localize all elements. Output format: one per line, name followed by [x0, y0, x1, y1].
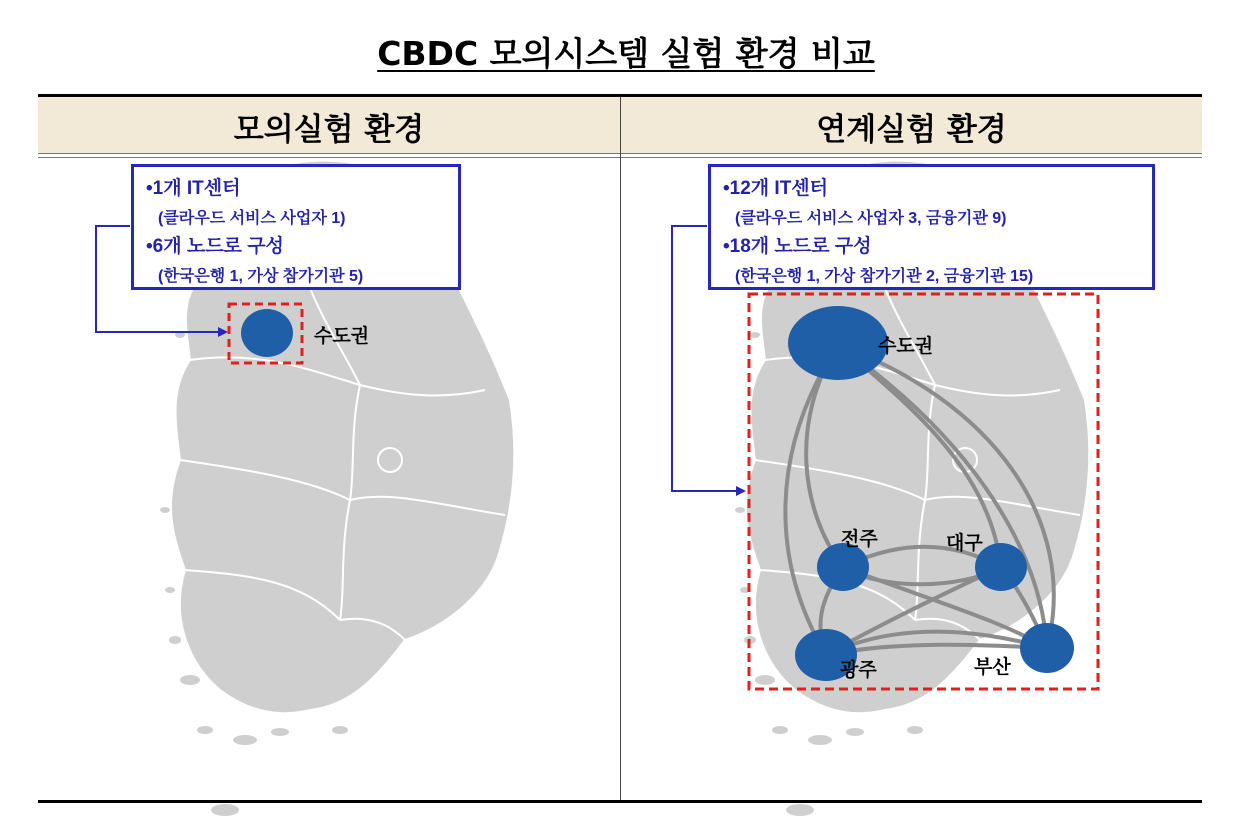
- region-capital-label: 수도권: [878, 335, 934, 357]
- right-column-header: 연계실험 환경: [816, 112, 1007, 148]
- left-box-line-4: (한국은행 1, 가상 참가기관 5): [158, 268, 364, 285]
- region-gwangju-label: 광주: [840, 659, 877, 681]
- right-box-line-1: •12개 IT센터: [723, 178, 829, 199]
- node-capital: [788, 306, 888, 380]
- region-daegu-label: 대구: [946, 532, 983, 554]
- left-node-capital: [241, 309, 293, 357]
- right-connector-arrowhead: [736, 486, 746, 496]
- left-box-line-2: (클라우드 서비스 사업자 1): [158, 210, 346, 227]
- region-busan-label: 부산: [974, 656, 1011, 678]
- left-region-capital: 수도권: [314, 325, 370, 347]
- right-box-line-2: (클라우드 서비스 사업자 3, 금융기관 9): [735, 210, 1007, 227]
- left-info-box: [131, 164, 461, 290]
- left-box-line-3: •6개 노드로 구성: [146, 236, 284, 257]
- right-box-line-3: •18개 노드로 구성: [723, 236, 872, 257]
- page-title: CBDC 모의시스템 실험 환경 비교: [377, 34, 875, 73]
- node-busan: [1020, 623, 1074, 673]
- left-column-header: 모의실험 환경: [233, 112, 425, 148]
- right-info-box: [708, 164, 1155, 290]
- region-jeonju-label: 전주: [841, 528, 878, 550]
- left-box-line-1: •1개 IT센터: [146, 178, 241, 199]
- right-box-line-4: (한국은행 1, 가상 참가기관 2, 금융기관 15): [735, 268, 1034, 285]
